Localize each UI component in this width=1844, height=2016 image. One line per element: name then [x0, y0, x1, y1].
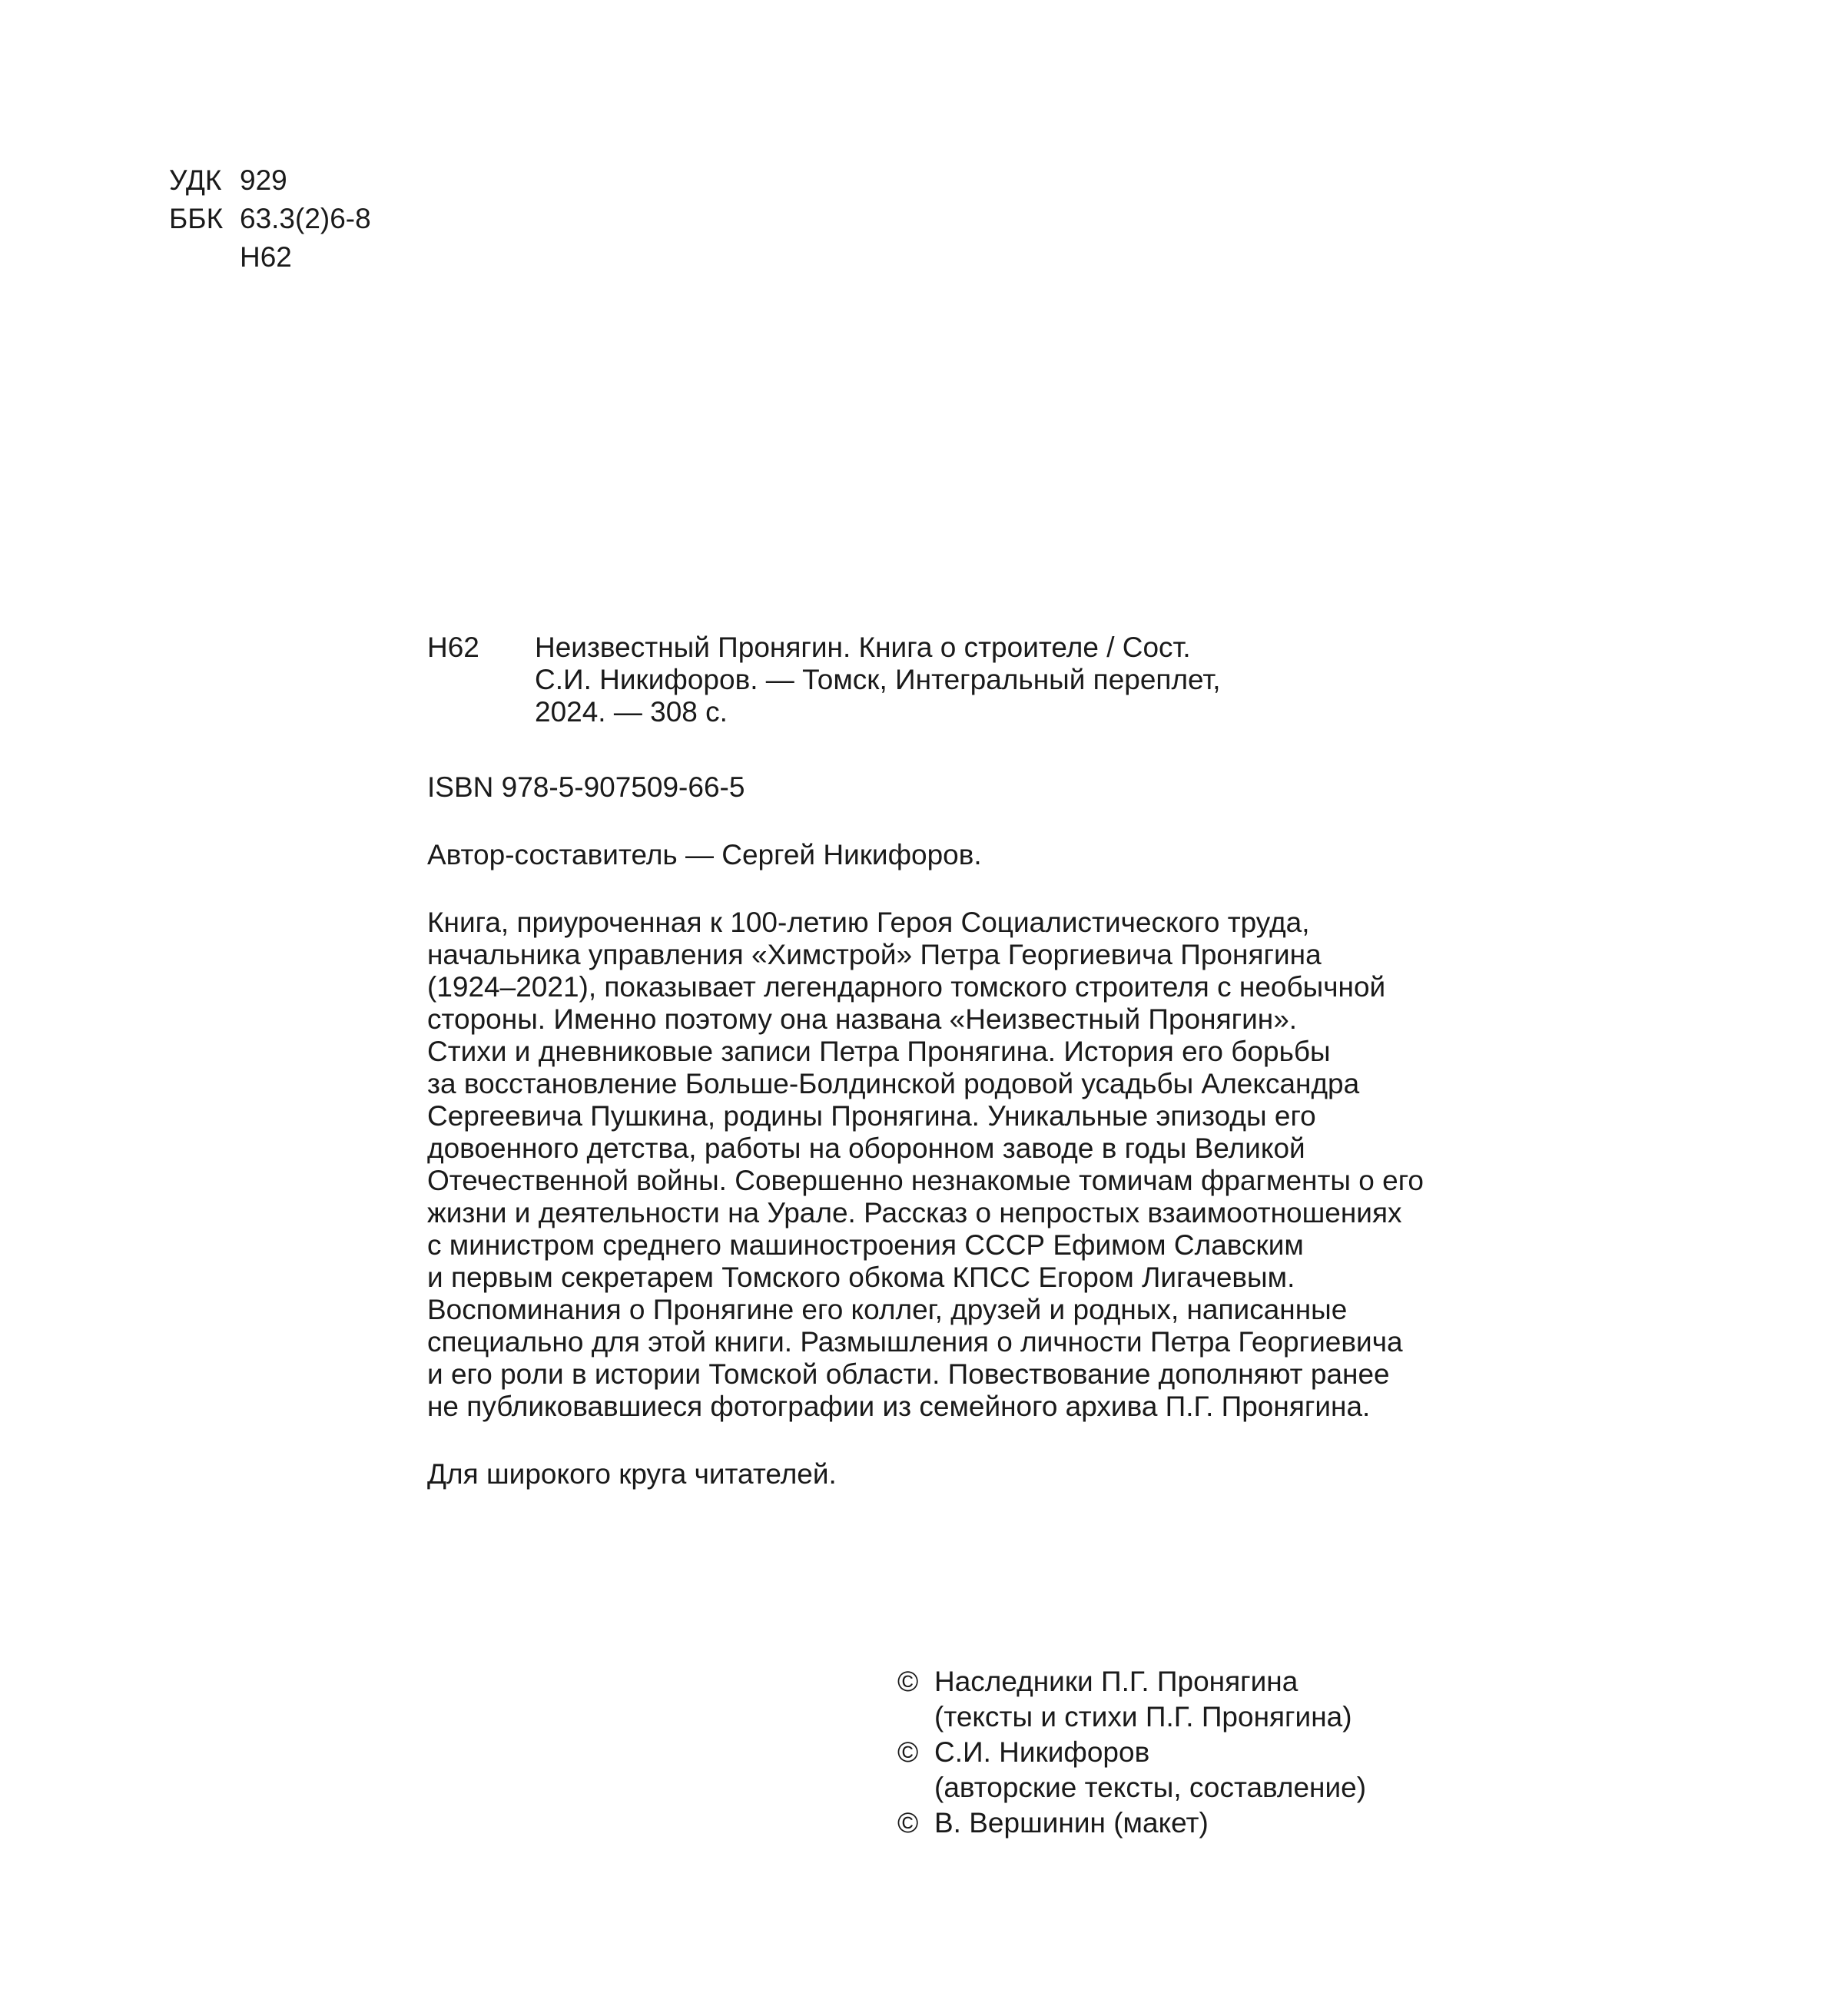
audience-note: Для широкого круга читателей. [427, 1458, 837, 1490]
classification-row-bbk [169, 200, 371, 238]
annotation-line: довоенного детства, работы на оборонном заводе в годы Великой [427, 1132, 1305, 1164]
classification-value: Н62 [240, 241, 292, 273]
annotation-line: Отечественной войны. Совершенно незнакомые томичам фрагменты о его [427, 1165, 1424, 1196]
copyright-symbol: © [897, 1807, 919, 1839]
copyright-detail: (авторские тексты, составление) [934, 1772, 1367, 1803]
annotation-line: Сергеевича Пушкина, родины Пронягина. Уникальные эпизоды его [427, 1100, 1316, 1132]
isbn: ISBN 978-5-907509-66-5 [427, 771, 745, 803]
annotation-line: стороны. Именно поэтому она названа «Неизвестный Пронягин». [427, 1003, 1298, 1035]
classification-value: 929 [240, 164, 287, 196]
copyright-symbol: © [897, 1666, 919, 1697]
classification-value: 63.3(2)6-8 [240, 203, 371, 234]
annotation-line: и его роли в истории Томской области. Повествование дополняют ранее [427, 1358, 1390, 1390]
bibliographic-line: 2024. — 308 с. [535, 696, 728, 728]
annotation-line: за восстановление Больше-Болдинской родовой усадьбы Александра [427, 1068, 1360, 1099]
annotation-line: Книга, приуроченная к 100-летию Героя Социалистического труда, [427, 907, 1310, 938]
classification-row-author-mark [169, 238, 371, 277]
bibliographic-description [535, 632, 1221, 728]
bibliographic-line: С.И. Никифоров. — Томск, Интегральный переплет, [535, 664, 1221, 695]
classification-label: ББК [169, 203, 224, 234]
compiler-credit: Автор-составитель — Сергей Никифоров. [427, 839, 982, 870]
annotation-line: Стихи и дневниковые записи Петра Пронягина. История его борьбы [427, 1036, 1331, 1067]
annotation-line: не публиковавшиеся фотографии из семейного архива П.Г. Пронягина. [427, 1391, 1371, 1422]
copyright-block [897, 1664, 1366, 1841]
classification-label: УДК [169, 164, 222, 196]
copyright-holder: Наследники П.Г. Пронягина [934, 1666, 1298, 1697]
annotation [427, 907, 1424, 1423]
bibliographic-line: Неизвестный Пронягин. Книга о строителе / Сост. [535, 632, 1191, 663]
copyright-row [897, 1805, 1366, 1841]
copyright-detail: (тексты и стихи П.Г. Пронягина) [934, 1701, 1352, 1732]
classification-block [169, 161, 371, 277]
classification-row-udk [169, 161, 371, 200]
copyright-holder: В. Вершинин (макет) [934, 1807, 1209, 1839]
copyright-row [897, 1735, 1366, 1770]
annotation-line: специально для этой книги. Размышления о личности Петра Георгиевича [427, 1326, 1403, 1358]
copyright-row [897, 1770, 1366, 1805]
annotation-line: Воспоминания о Пронягине его коллег, друзей и родных, написанные [427, 1294, 1348, 1325]
copyright-row [897, 1699, 1366, 1735]
annotation-line: с министром среднего машиностроения СССР Ефимом Славским [427, 1229, 1304, 1261]
copyright-row [897, 1664, 1366, 1699]
annotation-line: (1924–2021), показывает легендарного томского строителя с необычной [427, 971, 1386, 1003]
annotation-line: жизни и деятельности на Урале. Рассказ о непростых взаимоотношениях [427, 1197, 1402, 1228]
copyright-symbol: © [897, 1736, 919, 1768]
author-mark: Н62 [427, 632, 479, 663]
annotation-line: начальника управления «Химстрой» Петра Георгиевича Пронягина [427, 939, 1322, 970]
copyright-holder: С.И. Никифоров [934, 1736, 1150, 1768]
annotation-line: и первым секретарем Томского обкома КПСС Егором Лигачевым. [427, 1262, 1295, 1293]
